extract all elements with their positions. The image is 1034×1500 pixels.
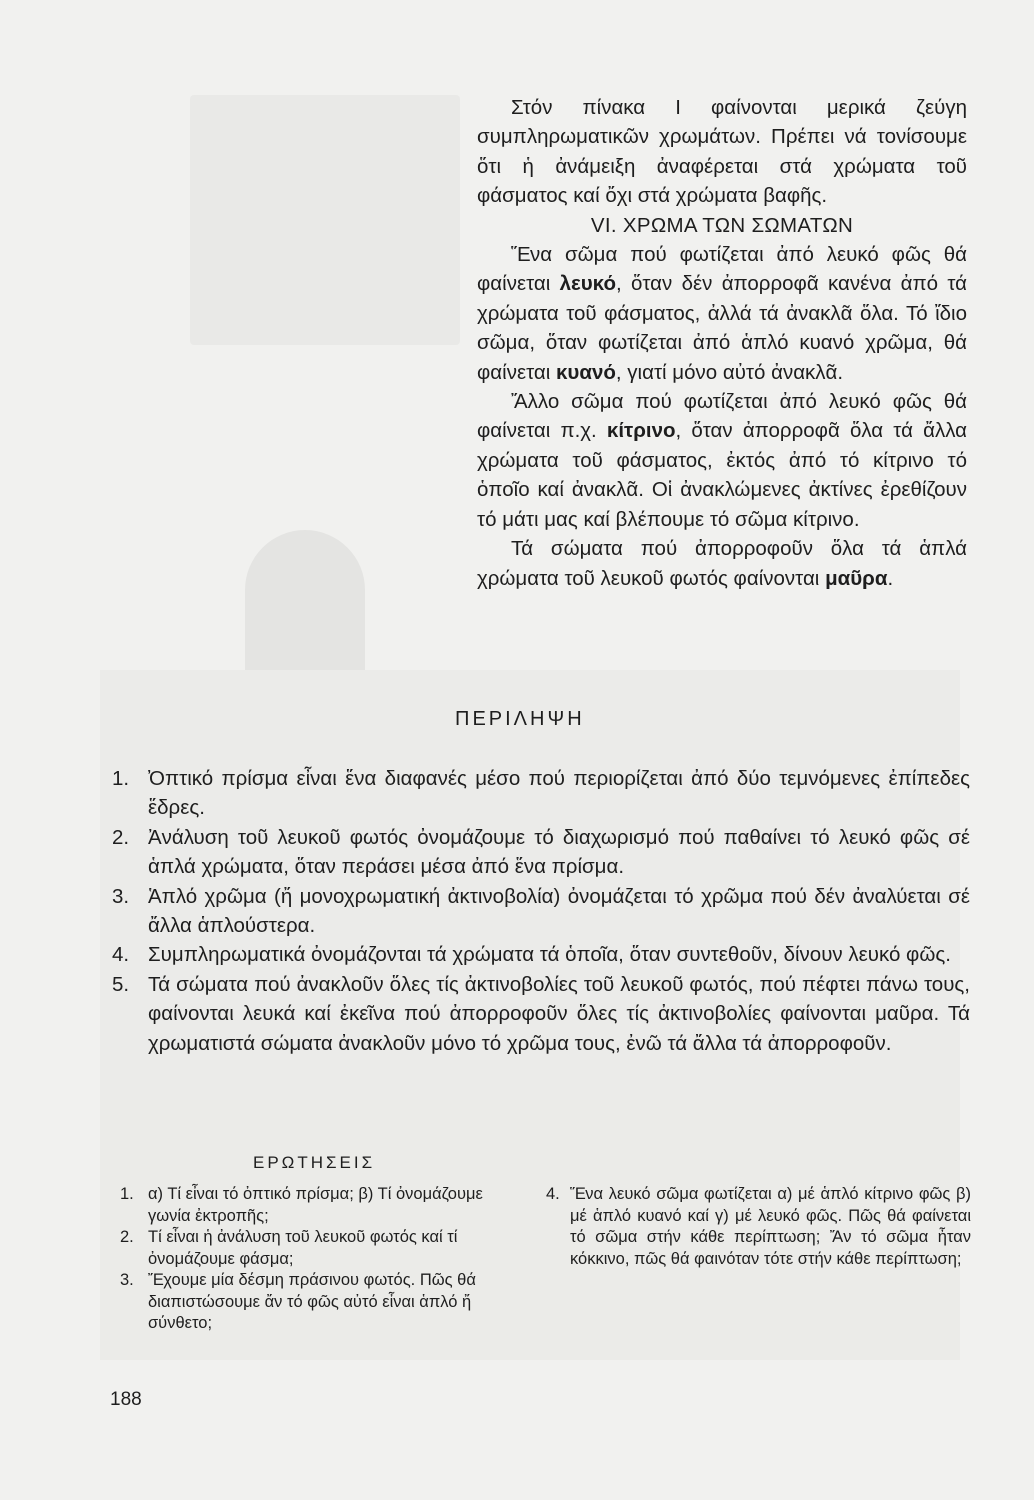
questions-title: ΕΡΩΤΗΣΕΙΣ — [253, 1153, 376, 1172]
show-through-figure — [190, 95, 460, 345]
bold-term: μαῦρα — [825, 566, 888, 590]
paragraph: Στόν πίνακα Ι φαίνονται μερικά ζεύγη συμπληρωματικῶν χρωμάτων. Πρέπει νά τονίσουμε ὅτι ἡ ἀνάμειξη ἀναφέρεται στά χρώματα τοῦ φάσματος καί ὄχι στά χρώματα βαφῆς. — [477, 96, 967, 208]
questions-left-column — [120, 1184, 530, 1335]
main-text-column — [477, 93, 967, 593]
list-item: 4. Ἕνα λευκό σῶμα φωτίζεται α) μέ ἁπλό κίτρινο φῶς β) μέ ἁπλό κυανό καί γ) μέ λευκό φῶς. Πῶς θά φαίνεται τό σῶμα στήν κάθε περίπτωση; Ἄν τό σῶμα ἦταν κόκκινο, πῶς θά φαινόταν τότε στήν κάθε περίπτωση; — [546, 1185, 971, 1268]
bold-term: λευκό — [559, 272, 616, 296]
list-item: 1. Ὀπτικό πρίσμα εἶναι ἕνα διαφανές μέσο πού περιορίζεται ἀπό δύο τεμνόμενες ἐπίπεδες ἕδρες. — [112, 767, 970, 820]
questions-right-column — [546, 1184, 971, 1270]
list-item: 4. Συμπληρωματικά ὀνομάζονται τά χρώματα τά ὁποῖα, ὅταν συντεθοῦν, δίνουν λευκό φῶς. — [112, 943, 951, 967]
paragraph: Τά σώματα πού ἀπορροφοῦν ὅλα τά ἁπλά χρώματα τοῦ λευκοῦ φωτός φαίνονται μαῦρα. — [477, 537, 967, 590]
list-item: 5. Τά σώματα πού ἀνακλοῦν ὅλες τίς ἀκτινοβολίες τοῦ λευκοῦ φωτός, πού πέφτει πάνω τους, φαίνονται λευκά καί ἐκεῖνα πού ἀπορροφοῦν ὅλες τίς ἀκτινοβολίες φαίνονται μαῦρα. Τά χρωματιστά σώματα ἀνακλοῦν μόνο τό χρῶμα τους, ἐνῶ τά ἄλλα τά ἀπορροφοῦν. — [112, 972, 970, 1055]
summary-title: ΠΕΡΙΛΗΨΗ — [455, 708, 585, 730]
summary-list — [112, 764, 970, 1058]
section-heading: VI. ΧΡΩΜΑ ΤΩΝ ΣΩΜΑΤΩΝ — [590, 213, 854, 237]
paragraph: Ἄλλο σῶμα πού φωτίζεται ἀπό λευκό φῶς θά φαίνεται π.χ. κίτρινο, ὅταν ἀπορροφᾶ ὅλα τά ἄλλα χρώματα τοῦ φάσματος, ἐκτός ἀπό τό κίτρινο τό ὁποῖο καί ἀνακλᾶ. Οἱ ἀνακλώμενες ἀκτίνες ἐρεθίζουν τό μάτι μας καί βλέπουμε τό σῶμα κίτρινο. — [477, 390, 968, 531]
bold-term: κυανό — [556, 360, 616, 384]
list-item: 2. Τί εἶναι ἡ ἀνάλυση τοῦ λευκοῦ φωτός καί τί ὀνομάζουμε φάσμα; — [120, 1228, 458, 1268]
page-number: 188 — [110, 1389, 142, 1410]
bold-term: κίτρινο — [606, 419, 676, 443]
list-item: 1. α) Τί εἶναι τό ὀπτικό πρίσμα; β) Τί ὀνομάζουμε γωνία ἐκτροπῆς; — [120, 1185, 483, 1225]
list-item: 3. Ἁπλό χρῶμα (ἤ μονοχρωματική ἀκτινοβολία) ὀνομάζεται τό χρῶμα πού δέν ἀναλύεται σέ ἄλλα ἁπλούστερα. — [112, 884, 970, 938]
paragraph: Ἕνα σῶμα πού φωτίζεται ἀπό λευκό φῶς θά φαίνεται λευκό, ὅταν δέν ἀπορροφᾶ κανένα ἀπό τά χρώματα τοῦ φάσματος, ἀλλά τά ἀνακλᾶ ὅλα. Τό ἴδιο σῶμα, ὅταν φωτίζεται ἀπό ἁπλό κυανό χρῶμα, θά φαίνεται κυανό, γιατί μόνο αὐτό ἀνακλᾶ. — [477, 243, 968, 384]
list-item: 2. Ἀνάλυση τοῦ λευκοῦ φωτός ὀνομάζουμε τό διαχωρισμό πού παθαίνει τό λευκό φῶς σέ ἁπλά χρώματα, ὅταν περάσει μέσα ἀπό ἕνα πρίσμα. — [112, 825, 970, 879]
list-item: 3. Ἔχουμε μία δέσμη πράσινου φωτός. Πῶς θά διαπιστώσουμε ἄν τό φῶς αὐτό εἶναι ἁπλό ἤ σύνθετο; — [120, 1271, 476, 1332]
